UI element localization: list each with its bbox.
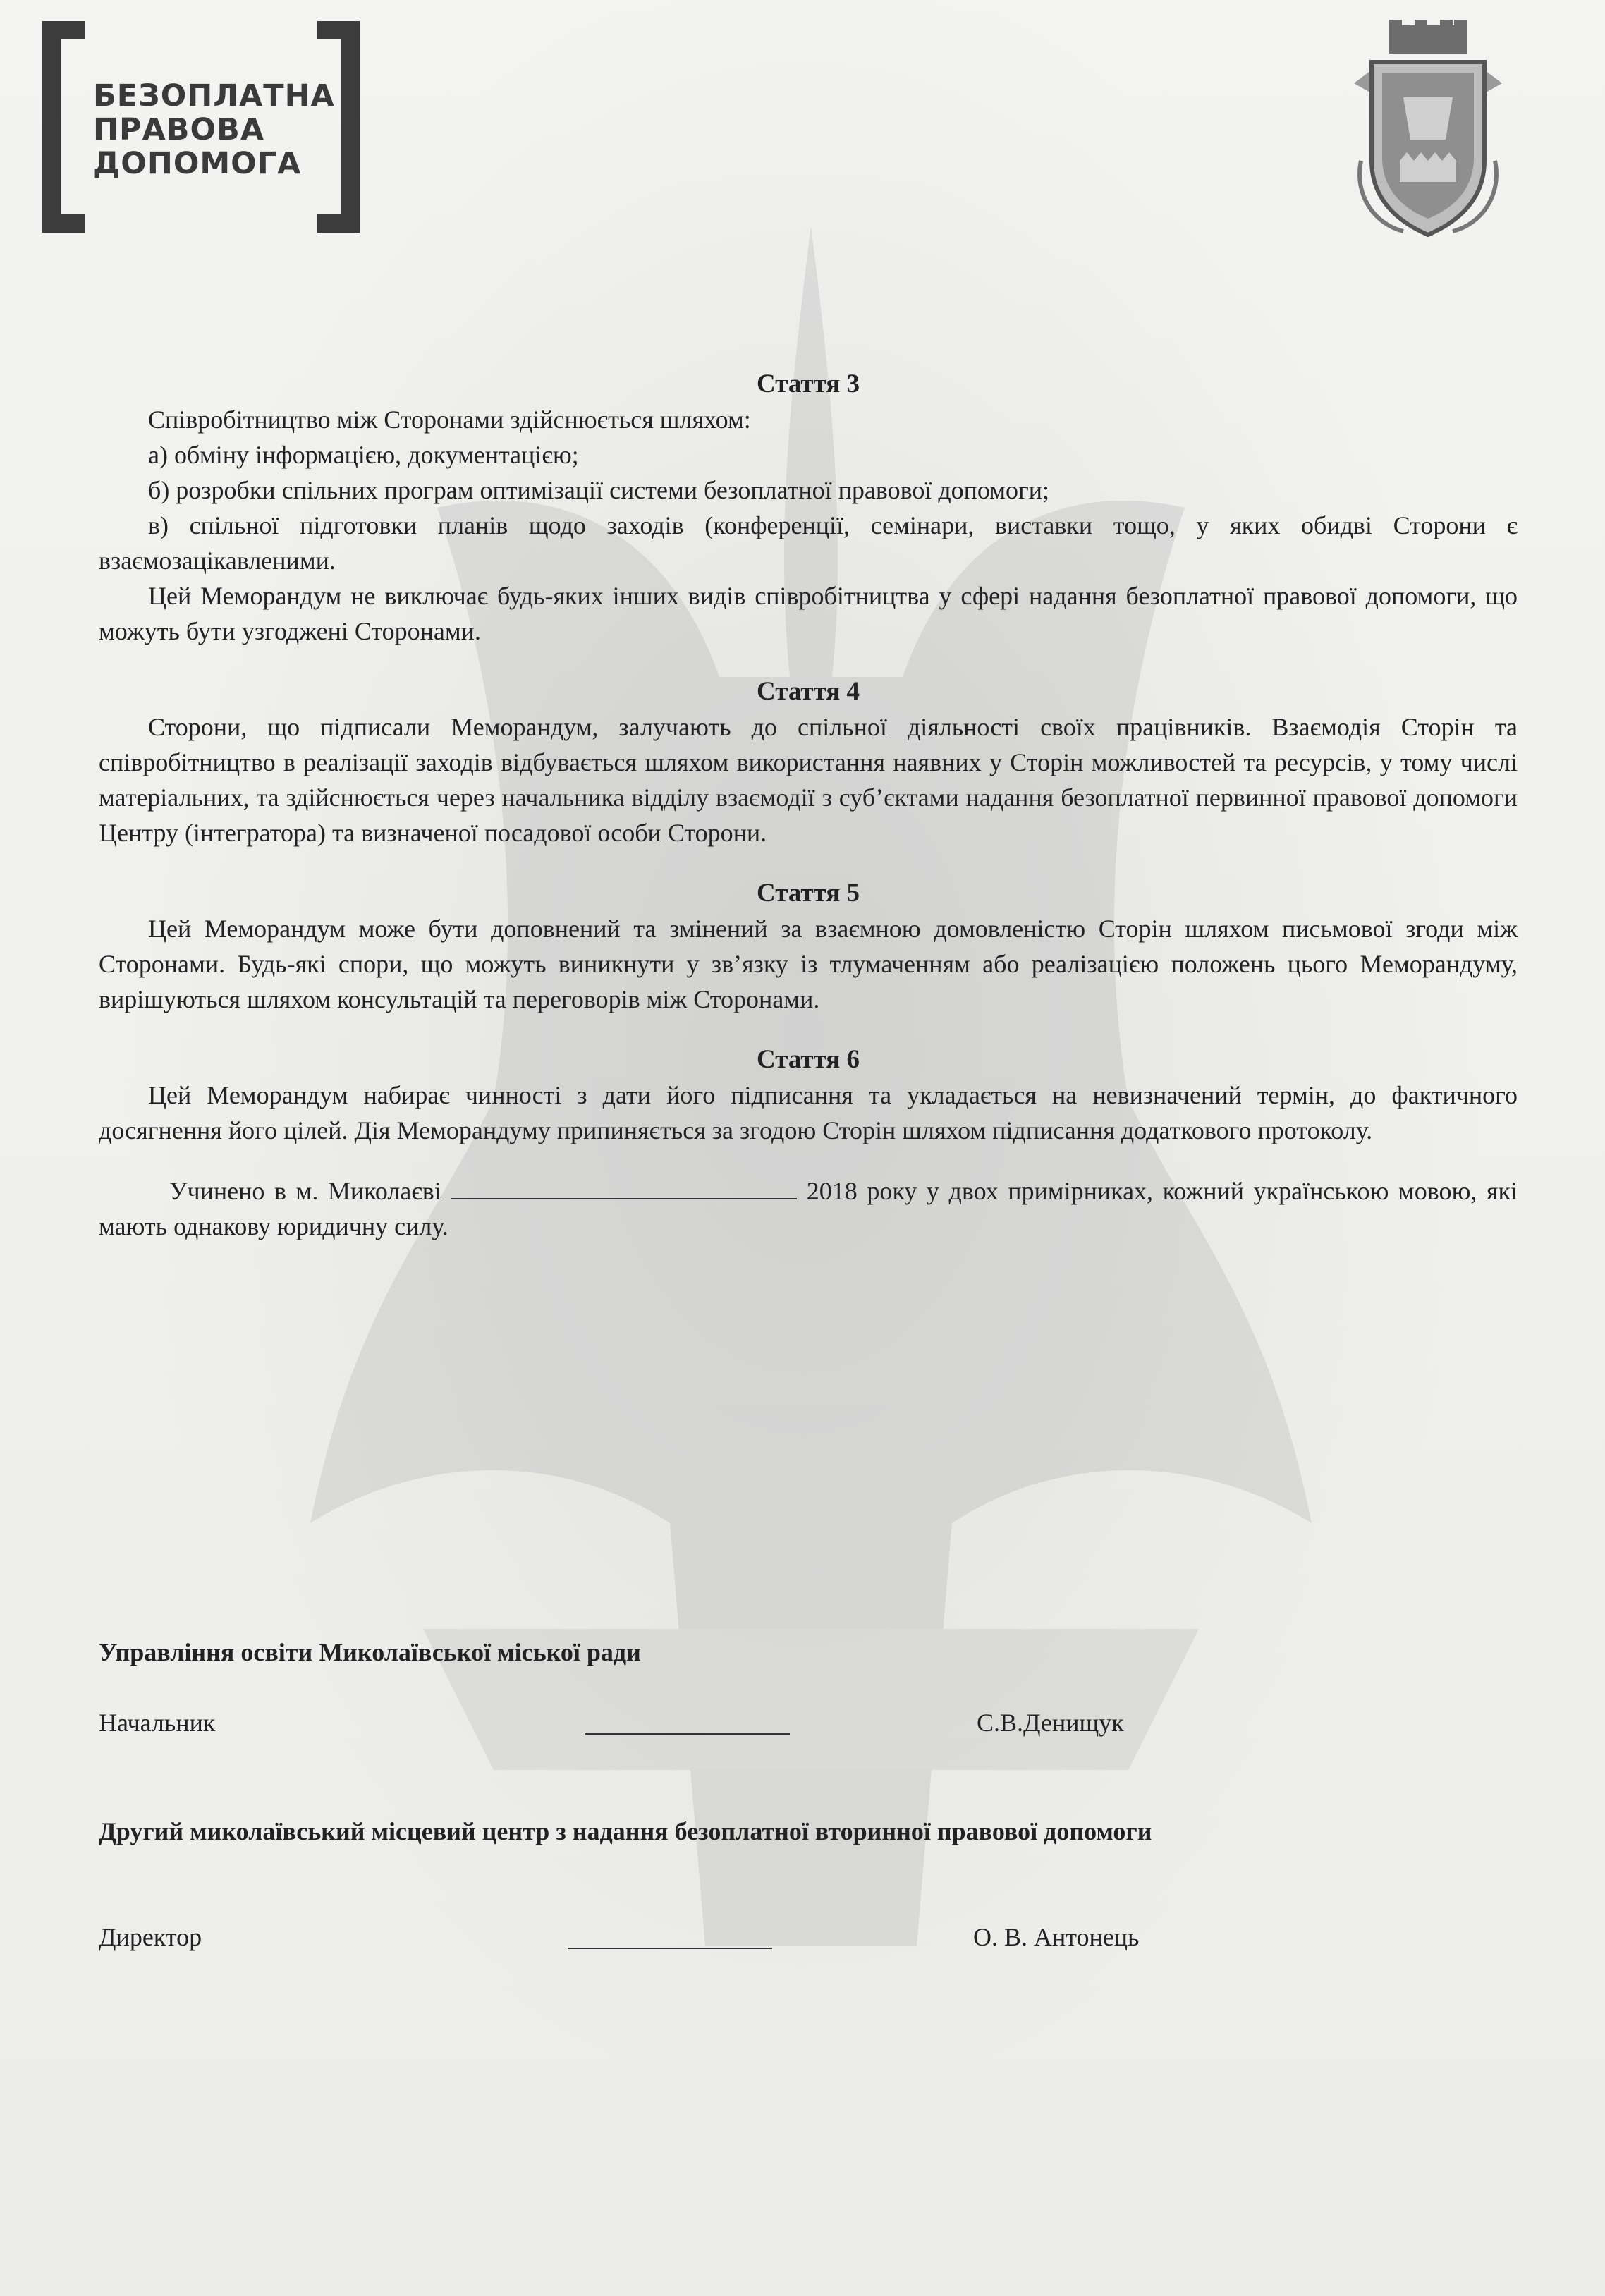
article-paragraph: а) обміну інформацією, документацією; — [148, 441, 579, 469]
free-legal-aid-logo — [42, 21, 360, 233]
article-heading: Стаття 3 — [756, 370, 860, 398]
article-paragraph: Цей Меморандум може бути доповнений та змінений за взаємною домовленістю Сторін шляхом письмової згоди між Сторонами. Будь-які спори, що можуть виникнути у зв’язку із тлумаченням або реалізацією положень цього Меморандуму, вирішуються шляхом консультацій та переговорів між Сторонами. — [99, 915, 1518, 1013]
article-heading: Стаття 5 — [756, 879, 860, 908]
article-paragraph: Цей Меморандум набирає чинності з дати його підписання та укладається на невизначений термін, до фактичного досягнення його цілей. Дія Меморандуму припиняється за згодою Сторін шляхом підписання додаткового протоколу. — [99, 1081, 1518, 1144]
city-coat-of-arms-icon — [1312, 20, 1544, 238]
signatory-organization: Управління освіти Миколаївської міської ради — [99, 1638, 641, 1666]
logo-bracket-left — [42, 21, 85, 233]
date-blank-line — [451, 1174, 797, 1199]
logo-line: ПРАВОВА — [93, 112, 265, 147]
signatory-role: Начальник — [99, 1709, 216, 1737]
signatory-name: С.В.Денищук — [977, 1709, 1124, 1737]
signature-line — [568, 1948, 772, 1949]
signatory-block — [99, 1814, 1518, 1955]
article-paragraph: Сторони, що підписали Меморандум, залучають до спільної діяльності своїх працівників. Взаємодія Сторін та співробітництво в реалізації заходів відбувається шляхом використання наявних у Сторін можливостей та ресурсів, у тому числі матеріальних, та здійснюється через начальника відділу взаємодії з суб’єктами надання безоплатної первинної правової допомоги Центру (інтегратора) та визначеної посадової особи Сторони. — [99, 713, 1518, 847]
closing-paragraph — [99, 1173, 1518, 1244]
logo-line: ДОПОМОГА — [93, 146, 302, 181]
article-paragraph: Цей Меморандум не виключає будь-яких інших видів співробітництва у сфері надання безоплатної правової допомоги, що можуть бути узгоджені Сторонами. — [99, 582, 1518, 645]
logo-text — [93, 79, 333, 181]
signatory-name: О. В. Антонець — [973, 1923, 1140, 1951]
closing-text-start: Учинено в м. Миколаєві — [169, 1177, 441, 1205]
article-paragraph: Співробітництво між Сторонами здійснюється шляхом: — [148, 405, 751, 434]
signature-row — [99, 1705, 1518, 1740]
memorandum-body — [99, 367, 1518, 1244]
signatory-block — [99, 1635, 1518, 1740]
article-paragraph: в) спільної підготовки планів щодо заходів (конференції, семінари, виставки тощо, у яких обидві Сторони є взаємозацікавленими. — [99, 511, 1518, 575]
signature-row — [99, 1919, 1518, 1955]
logo-line: БЕЗОПЛАТНА — [93, 78, 335, 114]
closing-text-end: 2018 року у двох примірниках, кожний українською мовою, які мають однакову юридичну силу. — [99, 1177, 1518, 1240]
article-heading: Стаття 6 — [756, 1045, 860, 1074]
signatory-organization: Другий миколаївський місцевий центр з надання безоплатної вторинної правової допомоги — [99, 1817, 1152, 1845]
article-paragraph: б) розробки спільних програм оптимізації системи безоплатної правової допомоги; — [148, 476, 1050, 504]
signature-line — [585, 1733, 790, 1735]
signatory-role: Директор — [99, 1923, 202, 1951]
article-heading: Стаття 4 — [756, 677, 860, 706]
